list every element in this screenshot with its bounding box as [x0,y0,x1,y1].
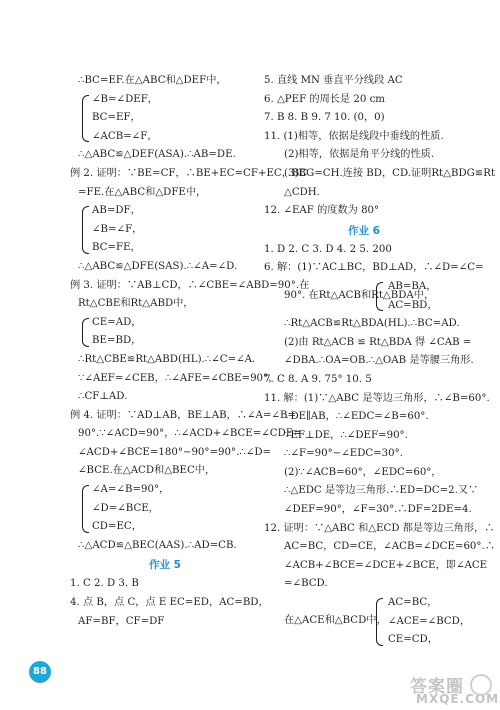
text-line: ∠B=∠F， [92,223,143,235]
example-2-start: 例 2. 证明：∵BE=CF，∴BE+EC=CF+EC，BC [70,167,308,179]
text-line: 4. 点 B，点 C，点 E EC=ED，AC=BD， [70,597,269,609]
text-line: (2)由 Rt△ACB ≌ Rt△BDA 得 ∠CAB = [284,336,472,348]
right-column [264,72,496,650]
text-line: 在△ACE和△BCD中， [284,615,387,627]
text-line: 90°.∵∠ACD=90°，∴∠ACD+∠BCE=∠CDE= [78,428,302,440]
text-line: 7. C 8. A 9. 75° 10. 5 [264,373,372,385]
text-line: BE=BD， [92,335,142,347]
text-line: 6. △PEF 的周长是 20 cm [264,93,385,105]
brace-system [70,91,260,147]
text-line: (2)∵∠ACB=60°，∠EDC=60°， [284,466,442,478]
rt-triangle-block [264,278,464,315]
text-line: ∴Rt△ACB≌Rt△BDA(HL).∴BC=AD. [284,318,460,330]
text-line: 7. B 8. B 9. 7 10. (0，0) [264,112,385,124]
text-line: 90°. 在Rt△ACB和Rt△BDA中， [284,289,435,301]
text-line: ∴BC=EF.在△ABC和△DEF中， [78,75,227,86]
text-line: 11. (1)相等，依据是线段中垂线的性质. [264,130,444,142]
brace-system [264,594,470,650]
page-number-badge: 88 [29,661,51,683]
text-line: ∴△ACD≌△BEC(AAS).∴AD=CB. [78,539,237,551]
text-line: (2)相等，依据是角平分线的性质. [284,149,435,161]
text-line: AB=BA， [388,280,437,292]
text-line: ∵EF⊥DE，∴∠DEF=90°. [284,429,408,441]
text-line: BC=EF， [92,112,141,124]
text-line: 6. 解：(1)∵AC⊥BC，BD⊥AD，∴∠D=∠C= [264,262,484,274]
watermark-circle-icon [470,674,492,696]
text-line: △CDH. [284,186,320,198]
text-line: ∠D=∠BCE， [92,502,159,514]
watermark-logo [402,672,500,706]
text-line: ∵∠AEF=∠CEB，∴∠AFE=∠CBE=90°， [78,372,279,384]
text-line: ∠DBA.∴OA=OB.∴△OAB 是等腰三角形. [284,355,474,367]
text-line: ∠B=∠DEF， [92,93,158,105]
text-line: BC=FE， [92,242,141,254]
text-line: ∵DE∥AB，∴∠EDC=∠B=60°. [284,411,429,423]
text-line: Rt△CBE和Rt△ABD中， [78,298,194,310]
text-line: AB=DF， [92,205,141,217]
text-line: =FE.在△ABC和△DFE中， [78,186,207,198]
text-line: (3)BG=CH.连接 BD，CD.证明Rt△BDG≌Rt [284,167,496,179]
congruence-block [264,594,471,650]
text-line: ∴Rt△CBE≌Rt△ABD(HL).∴∠C=∠A. [78,353,256,365]
section-heading-homework-5: 作业 5 [149,559,181,572]
text-line: 11. 解：(1)∵△ABC 是等边三角形，∴∠B=60°. [264,392,490,404]
text-line: 12. ∠EAF 的度数为 80° [264,205,380,217]
example-4-start: 例 4. 证明：∵AD⊥AB，BE⊥AB，∴∠A=∠B= [70,409,296,421]
text-line: ∠BCE.在△ACD和△BEC中， [78,465,216,477]
brace-system [70,202,260,258]
text-line: ∠ACB+∠BCE=∠DCE+∠BCE，即∠ACE [284,559,488,571]
text-line: ∠ACE=∠BCD， [388,615,471,627]
text-line: ∴CF⊥AD. [78,391,128,403]
brace-system [70,314,260,351]
text-line: AC=BC， [388,597,438,609]
text-line: 5. 直线 MN 垂直平分线段 AC [264,75,403,86]
section-heading-homework-6: 作业 6 [348,224,380,237]
watermark-text: 答案圈 [410,677,464,697]
text-line: CE=AD， [92,316,142,328]
text-line: ∠A=∠B=90°， [92,484,170,496]
text-line: 12. 证明：∵△ABC 和△ECD 都是等边三角形，∴ [264,522,495,534]
text-line: ∴△ABC≌△DEF(ASA).∴AB=DE. [78,149,236,161]
text-line: ∴△ABC≌△DFE(SAS).∴∠A=∠D. [78,260,238,272]
text-line: ∠ACB=∠F， [92,130,158,142]
text-line: AC=BC，CD=CE，∠ACB=∠DCE=60°.∴ [284,541,495,553]
text-line: ∴△EDC 是等边三角形.∴ED=DC=2.又∵ [284,485,479,497]
text-line: ∠DEF=90°，∠F=30°.∴DF=2DE=4. [284,504,472,516]
text-line: 1. C 2. D 3. B [70,578,139,590]
watermark-url: MXQE.COM [416,692,500,706]
text-line: ∴∠F=90°−∠EDC=30°. [284,448,403,460]
text-line: AF=BF，CF=DF [78,615,165,627]
text-line: =∠BCD. [284,578,328,590]
text-line: ∠ACD+∠BCE=180°−90°=90°.∴∠D= [78,446,272,458]
text-line: CD=EC， [92,521,142,533]
example-3-start: 例 3. 证明：∵AB⊥CD，∴∠CBE=∠ABD=90°.在 [70,279,310,291]
text-line: 1. D 2. C 3. D 4. 2 5. 200 [264,243,392,255]
brace-system [264,278,438,315]
text-line: AC=BD， [388,299,438,311]
text-line: CE=CD， [388,634,438,646]
brace-system [70,481,260,537]
